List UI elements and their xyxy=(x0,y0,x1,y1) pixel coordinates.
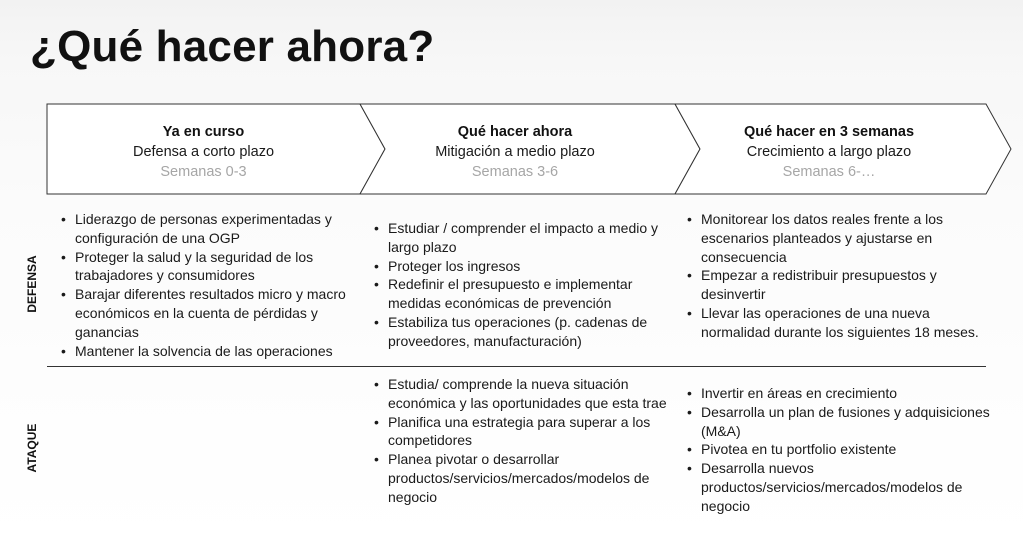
ataque-col-2-list xyxy=(373,375,680,507)
list-item: • Empezar a redistribuir presupuestos y desinvertir xyxy=(701,266,986,304)
row-label-defensa: DEFENSA xyxy=(25,255,39,313)
list-item: • Desarrolla nuevos productos/servicios/mercados/modelos de negocio xyxy=(701,459,996,515)
phase-2-subtitle: Mitigación a medio plazo xyxy=(435,144,595,160)
list-item: • Desarrolla un plan de fusiones y adquisiciones (M&A) xyxy=(701,403,996,441)
list-item: • Proteger los ingresos xyxy=(388,257,680,276)
list-item: • Proteger la salud y la seguridad de los trabajadores y consumidores xyxy=(75,248,365,286)
defensa-col-2-list xyxy=(373,219,680,351)
list-item: • Estabiliza tus operaciones (p. cadenas de proveedores, manufacturación) xyxy=(388,313,680,351)
phase-1-subtitle: Defensa a corto plazo xyxy=(132,144,275,160)
list-item: • Monitorear los datos reales frente a los escenarios planteados y ajustarse en consecuencia xyxy=(701,210,986,266)
ataque-col-3-list xyxy=(686,384,996,516)
page-title: ¿Qué hacer ahora? xyxy=(30,22,435,71)
list-item: • Invertir en áreas en crecimiento xyxy=(701,384,996,403)
list-item: • Pivotea en tu portfolio existente xyxy=(701,440,996,459)
defensa-col-3-list xyxy=(686,210,986,342)
phase-2-weeks: Semanas 3-6 xyxy=(471,164,559,180)
list-item: • Planifica una estrategia para superar a los competidores xyxy=(388,413,680,451)
list-item: • Estudia/ comprende la nueva situación económica y las oportunidades que esta trae xyxy=(388,375,680,413)
phase-1-title: Ya en curso xyxy=(162,124,245,140)
list-item: • Llevar las operaciones de una nueva normalidad durante los siguientes 18 meses. xyxy=(701,304,986,342)
list-item: • Barajar diferentes resultados micro y macro económicos en la cuenta de pérdidas y ganancias xyxy=(75,285,365,341)
phase-1-header xyxy=(47,122,360,184)
phase-3-header xyxy=(700,122,958,184)
phase-2-header xyxy=(385,122,645,184)
row-divider xyxy=(47,366,986,367)
phase-1-weeks: Semanas 0-3 xyxy=(160,164,247,180)
list-item: • Liderazgo de personas experimentadas y configuración de una OGP xyxy=(75,210,365,248)
row-label-ataque: ATAQUE xyxy=(25,423,39,473)
phase-3-weeks: Semanas 6-… xyxy=(782,164,876,180)
phase-3-title: Qué hacer en 3 semanas xyxy=(743,124,915,140)
defensa-col-1-list xyxy=(60,210,365,360)
list-item: • Mantener la solvencia de las operaciones xyxy=(75,342,365,361)
list-item: • Estudiar / comprender el impacto a medio y largo plazo xyxy=(388,219,680,257)
list-item: • Planea pivotar o desarrollar productos/servicios/mercados/modelos de negocio xyxy=(388,450,680,506)
list-item: • Redefinir el presupuesto e implementar medidas económicas de prevención xyxy=(388,275,680,313)
phase-2-title: Qué hacer ahora xyxy=(457,124,573,140)
phase-3-subtitle: Crecimiento a largo plazo xyxy=(746,144,912,160)
